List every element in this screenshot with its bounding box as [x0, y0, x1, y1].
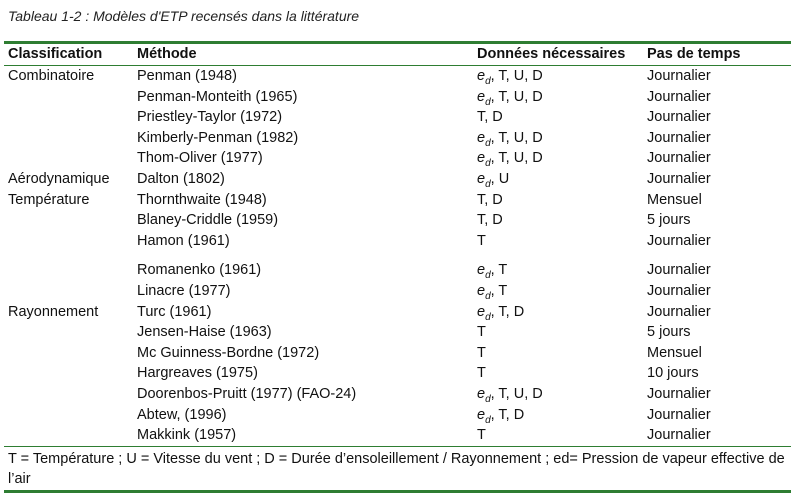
- table-row: [4, 66, 791, 87]
- cell-donnees-text: T: [477, 344, 486, 361]
- cell-pas-de-temps: Mensuel: [647, 191, 702, 208]
- header-classification: Classification: [8, 46, 103, 62]
- cell-donnees: [477, 363, 486, 384]
- cell-donnees-text: , T, U, D: [490, 88, 543, 105]
- cell-donnees-text: T, D: [477, 109, 503, 126]
- cell-methode: Dalton (1802): [137, 170, 225, 187]
- ed-symbol-subscript: d: [485, 311, 491, 323]
- cell-methode: Doorenbos-Pruitt (1977) (FAO-24): [137, 385, 357, 402]
- ed-symbol-base: e: [477, 170, 486, 187]
- table-row: [4, 281, 791, 302]
- cell-donnees-text: T, D: [477, 212, 503, 229]
- ed-symbol-subscript: d: [485, 158, 491, 170]
- cell-donnees-text: , T, U, D: [490, 150, 543, 167]
- cell-methode: Penman (1948): [137, 68, 237, 84]
- table-row: [4, 107, 791, 128]
- cell-donnees: [477, 405, 524, 428]
- cell-donnees: [477, 260, 507, 283]
- table-row: [4, 148, 791, 169]
- cell-methode: Priestley-Taylor (1972): [137, 109, 283, 126]
- header-methode: Méthode: [137, 46, 197, 62]
- cell-donnees: [477, 87, 543, 110]
- table-body: [4, 66, 791, 446]
- cell-donnees: [477, 343, 486, 364]
- table-row: [4, 169, 791, 190]
- cell-methode: Mc Guinness-Bordne (1972): [137, 344, 320, 361]
- cell-classification: Aérodynamique: [8, 170, 110, 187]
- ed-symbol-base: e: [477, 262, 486, 279]
- cell-donnees: [477, 281, 507, 304]
- header-pas-de-temps: Pas de temps: [647, 46, 741, 62]
- cell-donnees-text: , T, U, D: [490, 129, 543, 146]
- table-row: [4, 260, 791, 281]
- cell-pas-de-temps: Journalier: [647, 282, 711, 299]
- cell-pas-de-temps: Journalier: [647, 109, 711, 126]
- cell-methode: Linacre (1977): [137, 282, 231, 299]
- table-row: [4, 231, 791, 252]
- cell-pas-de-temps: Journalier: [647, 170, 711, 187]
- cell-donnees-text: , T: [490, 282, 508, 299]
- ed-symbol-base: e: [477, 88, 486, 105]
- ed-symbol-subscript: d: [485, 137, 491, 149]
- table-row: [4, 343, 791, 364]
- cell-donnees: [477, 425, 486, 446]
- table-row: [4, 210, 791, 231]
- cell-pas-de-temps: 10 jours: [647, 365, 699, 382]
- cell-methode: Jensen-Haise (1963): [137, 324, 272, 341]
- table-row: [4, 128, 791, 149]
- cell-pas-de-temps: Journalier: [647, 262, 711, 279]
- cell-donnees: [477, 302, 524, 325]
- table-footer-rule: [4, 490, 791, 493]
- cell-pas-de-temps: 5 jours: [647, 212, 691, 229]
- ed-symbol-subscript: d: [485, 393, 491, 405]
- ed-symbol-subscript: d: [485, 414, 491, 426]
- ed-symbol-subscript: d: [485, 76, 491, 87]
- cell-donnees-text: , T, D: [490, 406, 525, 423]
- cell-donnees-text: T, D: [477, 191, 503, 208]
- cell-donnees-text: , T, U, D: [490, 385, 543, 402]
- cell-pas-de-temps: Journalier: [647, 129, 711, 146]
- ed-symbol-subscript: d: [485, 178, 491, 190]
- cell-donnees-text: T: [477, 365, 486, 382]
- ed-symbol-base: e: [477, 385, 486, 402]
- ed-symbol-base: e: [477, 303, 486, 320]
- cell-pas-de-temps: Journalier: [647, 88, 711, 105]
- cell-classification: Rayonnement: [8, 303, 99, 320]
- ed-symbol-base: e: [477, 68, 486, 84]
- table-header-row: [4, 44, 791, 65]
- table-row: [4, 322, 791, 343]
- cell-methode: Makkink (1957): [137, 427, 237, 444]
- header-donnees: Données nécessaires: [477, 46, 626, 62]
- cell-donnees-text: , T, U, D: [490, 68, 543, 84]
- cell-classification: Combinatoire: [8, 68, 95, 84]
- cell-pas-de-temps: Journalier: [647, 68, 711, 84]
- cell-pas-de-temps: Journalier: [647, 406, 711, 423]
- cell-donnees-text: T: [477, 232, 486, 249]
- table-row: [4, 302, 791, 323]
- cell-donnees: [477, 66, 543, 89]
- cell-methode: Romanenko (1961): [137, 262, 262, 279]
- table-footnote: T = Température ; U = Vitesse du vent ; D = Durée d’ensoleillement / Rayonnement ; ed= Pression de vapeur effective de l’air: [8, 450, 785, 487]
- ed-symbol-subscript: d: [485, 270, 491, 282]
- cell-donnees-text: , T: [490, 262, 508, 279]
- cell-pas-de-temps: Journalier: [647, 427, 711, 444]
- cell-donnees: [477, 384, 543, 407]
- cell-pas-de-temps: Journalier: [647, 150, 711, 167]
- cell-methode: Abtew, (1996): [137, 406, 227, 423]
- cell-donnees: [477, 231, 486, 252]
- cell-donnees: [477, 107, 503, 128]
- cell-methode: Hargreaves (1975): [137, 365, 258, 382]
- cell-donnees: [477, 169, 509, 192]
- cell-pas-de-temps: Journalier: [647, 385, 711, 402]
- ed-symbol-base: e: [477, 282, 486, 299]
- cell-methode: Blaney-Criddle (1959): [137, 212, 279, 229]
- cell-donnees: [477, 322, 486, 343]
- cell-donnees-text: , U: [490, 170, 510, 187]
- cell-pas-de-temps: 5 jours: [647, 324, 691, 341]
- cell-classification: Température: [8, 191, 90, 208]
- ed-symbol-base: e: [477, 150, 486, 167]
- cell-donnees: [477, 128, 543, 151]
- table-row: [4, 384, 791, 405]
- cell-donnees-text: , T, D: [490, 303, 525, 320]
- ed-symbol-subscript: d: [485, 290, 491, 302]
- cell-donnees: [477, 148, 543, 171]
- cell-donnees: [477, 190, 503, 211]
- cell-methode: Thom-Oliver (1977): [137, 150, 263, 167]
- table-row: [4, 87, 791, 108]
- cell-methode: Penman-Monteith (1965): [137, 88, 298, 105]
- ed-symbol-base: e: [477, 406, 486, 423]
- cell-donnees-text: T: [477, 324, 486, 341]
- table-row: [4, 425, 791, 446]
- cell-methode: Thornthwaite (1948): [137, 191, 267, 208]
- table-row: [4, 405, 791, 426]
- table-caption: Tableau 1-2 : Modèles d'ETP recensés dans la littérature: [8, 8, 360, 24]
- table-row: [4, 190, 791, 211]
- ed-symbol-base: e: [477, 129, 486, 146]
- table-row-spacer: [4, 251, 791, 260]
- cell-donnees-text: T: [477, 427, 486, 444]
- cell-methode: Kimberly-Penman (1982): [137, 129, 299, 146]
- cell-methode: Turc (1961): [137, 303, 212, 320]
- cell-methode: Hamon (1961): [137, 232, 230, 249]
- cell-pas-de-temps: Journalier: [647, 303, 711, 320]
- ed-symbol-subscript: d: [485, 96, 491, 108]
- cell-pas-de-temps: Mensuel: [647, 344, 702, 361]
- etp-models-table: [4, 41, 791, 493]
- table-row: [4, 363, 791, 384]
- cell-pas-de-temps: Journalier: [647, 232, 711, 249]
- cell-donnees: [477, 210, 503, 231]
